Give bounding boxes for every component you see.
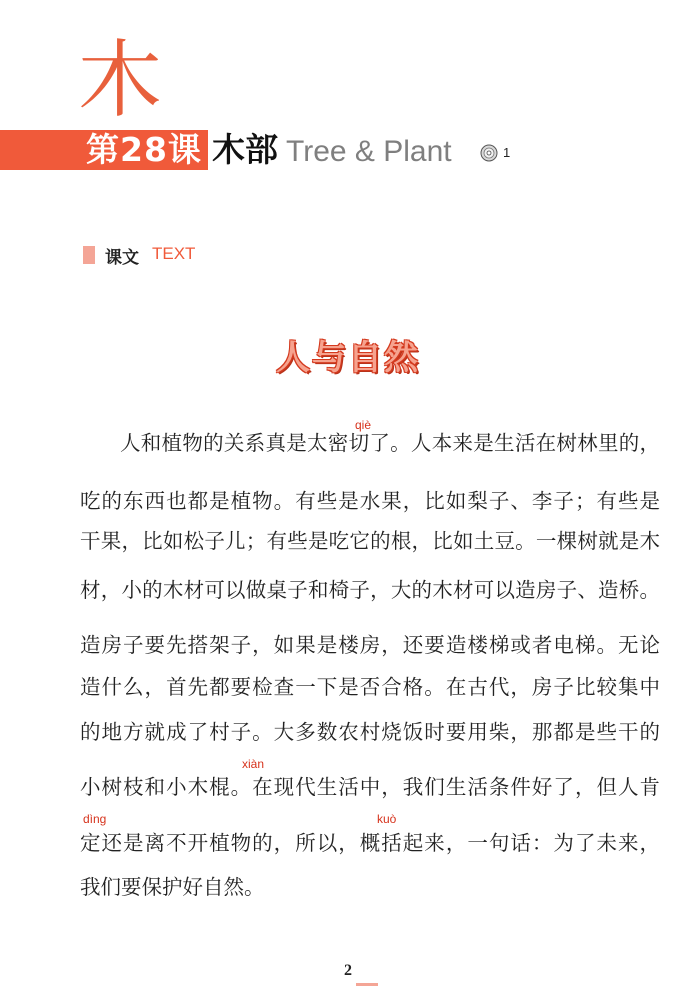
english-title: Tree & Plant xyxy=(286,135,452,168)
lesson-number: 第28课 xyxy=(86,130,202,169)
audio-track-number: 1 xyxy=(503,145,511,160)
text-line: 造房子要先搭架子，如果是楼房，还要造楼梯或者电梯。无论 xyxy=(80,633,660,657)
pinyin-annotation: dìng xyxy=(83,812,107,826)
radical-character: 木 xyxy=(78,31,163,129)
page-number-underline xyxy=(356,983,378,986)
audio-cd-icon xyxy=(480,144,498,162)
pinyin-annotation: xiàn xyxy=(242,757,265,771)
text-line: 干果，比如松子儿；有些是吃它的根，比如土豆。一棵树就是木 xyxy=(80,529,660,553)
text-line: 造什么，首先都要检查一下是否合格。在古代，房子比较集中 xyxy=(80,675,660,699)
text-line: 我们要保护好自然。 xyxy=(80,875,265,899)
section-label-zh: 课文 xyxy=(105,248,139,268)
pinyin-annotation: kuò xyxy=(377,812,397,826)
text-title: 人与自然 xyxy=(276,338,420,378)
text-line: 的地方就成了村子。大多数农村烧饭时要用柴，那都是些干的 xyxy=(80,720,660,744)
section-marker xyxy=(83,246,95,264)
pinyin-annotation: qiè xyxy=(355,418,372,432)
radical-name: 木部 xyxy=(212,130,278,169)
text-line: 小树枝和小木棍。在现代生活中，我们生活条件好了，但人肯 xyxy=(80,775,660,799)
section-label-en: TEXT xyxy=(152,244,196,263)
text-line: 定还是离不开植物的，所以，概括起来，一句话：为了未来， xyxy=(80,831,660,855)
text-line: 吃的东西也都是植物。有些是水果，比如梨子、李子；有些是 xyxy=(80,489,660,513)
page-number: 2 xyxy=(344,962,352,979)
text-line: 材，小的木材可以做桌子和椅子，大的木材可以造房子、造桥。 xyxy=(80,578,660,602)
text-line: 人和植物的关系真是太密切了。人本来是生活在树林里的， xyxy=(120,431,660,455)
